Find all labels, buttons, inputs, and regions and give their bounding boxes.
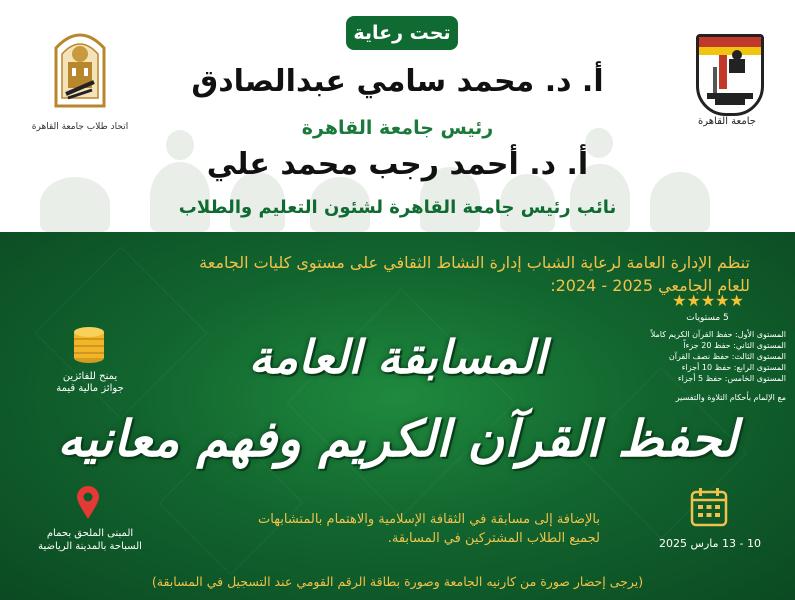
organizer-line-2: للعام الجامعي 2025 - 2024: (550, 276, 750, 295)
vp-name: أ. د. أحمد رجب محمد علي (206, 147, 589, 182)
competition-title-line-2: لحفظ القرآن الكريم وفهم معانيه (57, 410, 738, 468)
background-pattern (286, 288, 515, 517)
five-stars-icon: ★★★★★ (672, 291, 744, 310)
organizer-line-1: تنظم الإدارة العامة لرعاية الشباب إدارة النشاط الثقافي على مستوى كليات الجامعة (199, 253, 750, 272)
university-emblem-icon (699, 37, 761, 113)
cairo-university-logo (696, 34, 764, 116)
level-item: المستوى الثالث: حفظ نصف القرآن (668, 352, 786, 361)
level-item: المستوى الأول: حفظ القرآن الكريم كاملاً (650, 330, 786, 339)
location-line-2: السباحة بالمدينة الرياضية (38, 541, 142, 552)
calendar-icon (690, 487, 728, 527)
student-union-logo-caption: اتحاد طلاب جامعة القاهرة (31, 122, 129, 132)
levels-note: مع الإلمام بأحكام التلاوة والتفسير (675, 393, 786, 402)
level-item: المستوى الرابع: حفظ 10 أجزاء (681, 363, 786, 372)
extra-info-line-1: بالإضافة إلى مسابقة في الثقافة الإسلامية والاهتمام بالمتشابهات (258, 512, 600, 527)
vp-title: نائب رئيس جامعة القاهرة لشئون التعليم والطلاب (178, 197, 617, 218)
patronage-badge: تحت رعاية (346, 16, 458, 50)
university-logo-caption: جامعة القاهرة (698, 116, 756, 127)
location-line-1: المبنى الملحق بحمام (46, 528, 134, 539)
prize-line-2: جوائز مالية قيمة (56, 383, 124, 394)
prize-line-1: يمنح للفائزين (62, 371, 118, 382)
location-pin-icon (76, 486, 100, 520)
level-item: المستوى الثاني: حفظ 20 جزءاً (683, 341, 786, 350)
header-section (0, 0, 795, 232)
president-title: رئيس جامعة القاهرة (301, 117, 494, 139)
registration-note: (يرجى إحضار صورة من كارنيه الجامعة وصورة بطاقة الرقم القومي عند التسجيل في المسابقة) (151, 574, 644, 589)
president-name: أ. د. محمد سامي عبدالصادق (191, 64, 604, 99)
competition-date: 10 - 13 مارس 2025 (659, 537, 761, 550)
gold-coins-icon (72, 324, 106, 364)
extra-info-line-2: لجميع الطلاب المشتركين في المسابقة. (387, 531, 600, 546)
levels-count: 5 مستويات (686, 313, 729, 323)
student-union-logo (52, 28, 108, 108)
level-item: المستوى الخامس: حفظ 5 أجزاء (677, 374, 786, 383)
competition-title-line-1: المسابقة العامة (248, 330, 547, 384)
